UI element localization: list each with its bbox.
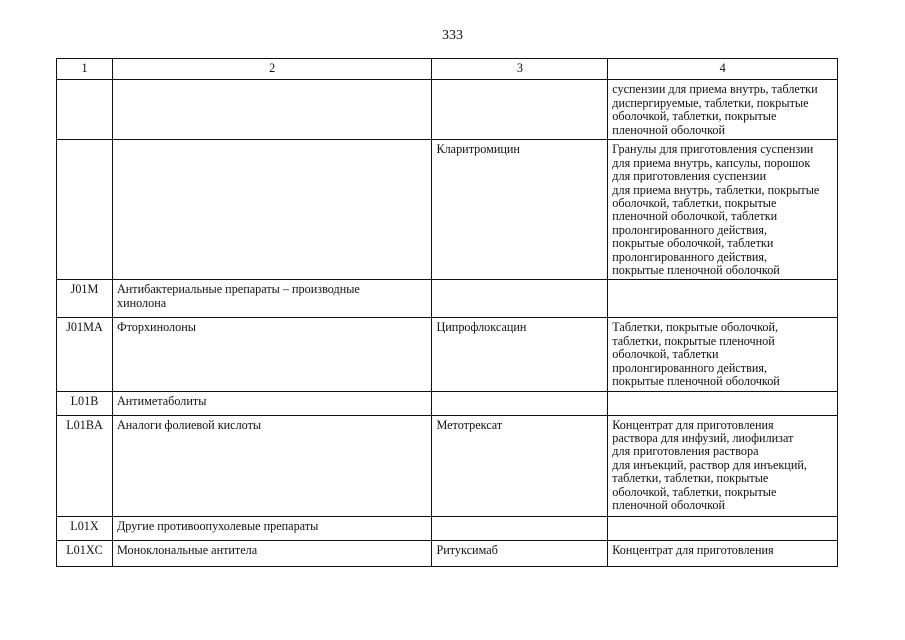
column-header-code: 1 xyxy=(57,59,113,80)
atc-code: L01X xyxy=(57,516,113,540)
column-header-group: 2 xyxy=(112,59,432,80)
atc-code: J01MA xyxy=(57,318,113,391)
column-header-drug: 3 xyxy=(432,59,608,80)
dosage-forms xyxy=(608,391,838,415)
drug-name xyxy=(432,516,608,540)
atc-code: L01XC xyxy=(57,540,113,566)
group-name: Фторхинолоны xyxy=(112,318,432,391)
table-row xyxy=(57,140,838,280)
group-name: Антибактериальные препараты – производные хинолона xyxy=(112,280,432,318)
atc-code: L01B xyxy=(57,391,113,415)
group-name: Моноклональные антитела xyxy=(112,540,432,566)
dosage-forms xyxy=(608,516,838,540)
drug-name: Кларитромицин xyxy=(432,140,608,280)
table-row xyxy=(57,80,838,140)
dosage-forms: Гранулы для приготовления суспензии для приема внутрь, капсулы, порошок для приготовления суспензии для приема внутрь, таблетки, покрытые оболочкой, таблетки, покрытые пленочной оболочкой, таблетки пролонгированного действия, покрытые оболочкой, таблетки пролонгированного действия, покрытые пленочной оболочкой xyxy=(608,140,838,280)
column-header-forms: 4 xyxy=(608,59,838,80)
table-row xyxy=(57,280,838,318)
drug-name xyxy=(432,80,608,140)
group-name: Антиметаболиты xyxy=(112,391,432,415)
drug-name: Ципрофлоксацин xyxy=(432,318,608,391)
dosage-forms: Таблетки, покрытые оболочкой, таблетки, покрытые пленочной оболочкой, таблетки пролонгированного действия, покрытые пленочной оболочкой xyxy=(608,318,838,391)
table-row xyxy=(57,516,838,540)
atc-code: L01BA xyxy=(57,415,113,516)
drug-table xyxy=(56,58,838,567)
group-name: Аналоги фолиевой кислоты xyxy=(112,415,432,516)
group-name xyxy=(112,140,432,280)
dosage-forms: Концентрат для приготовления раствора для инфузий, лиофилизат для приготовления раствора для инъекций, раствор для инъекций, таблетки, таблетки, покрытые оболочкой, таблетки, покрытые пленочной оболочкой xyxy=(608,415,838,516)
atc-code: J01M xyxy=(57,280,113,318)
dosage-forms xyxy=(608,280,838,318)
page-number: 333 xyxy=(442,28,463,43)
drug-name xyxy=(432,391,608,415)
group-name xyxy=(112,80,432,140)
atc-code xyxy=(57,140,113,280)
dosage-forms: суспензии для приема внутрь, таблетки диспергируемые, таблетки, покрытые оболочкой, таблетки, покрытые пленочной оболочкой xyxy=(608,80,838,140)
group-name: Другие противоопухолевые препараты xyxy=(112,516,432,540)
table-row xyxy=(57,415,838,516)
drug-name: Ритуксимаб xyxy=(432,540,608,566)
drug-name xyxy=(432,280,608,318)
dosage-forms: Концентрат для приготовления xyxy=(608,540,838,566)
table-row xyxy=(57,318,838,391)
table-header-row xyxy=(57,59,838,80)
table-row xyxy=(57,391,838,415)
atc-code xyxy=(57,80,113,140)
table-row xyxy=(57,540,838,566)
drug-name: Метотрексат xyxy=(432,415,608,516)
